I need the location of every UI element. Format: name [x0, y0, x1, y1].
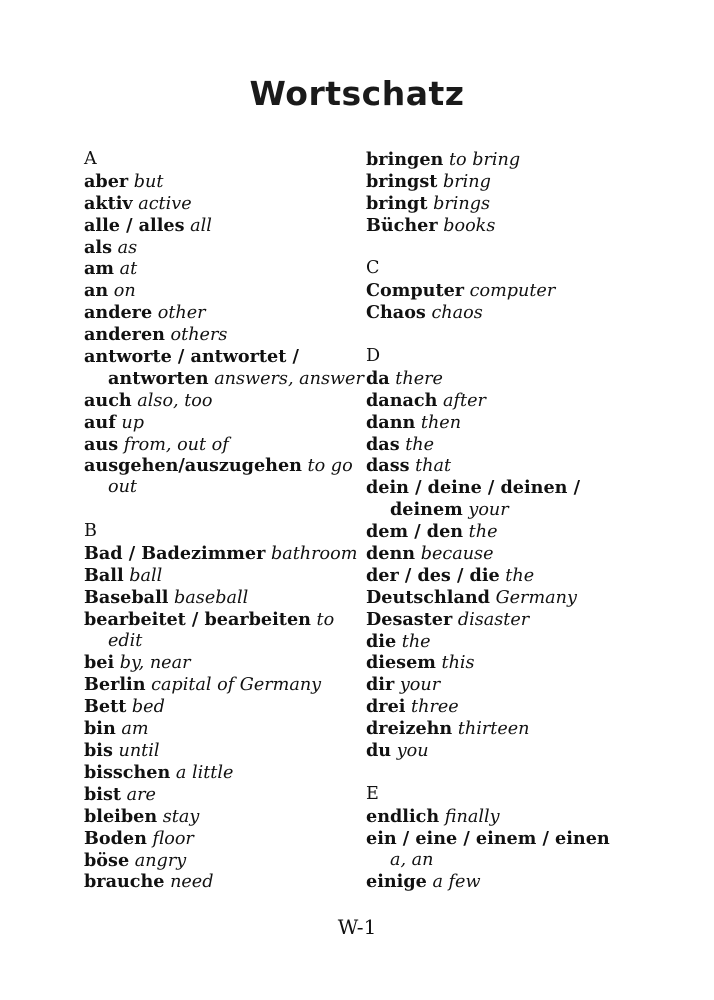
headword: an [84, 280, 109, 302]
section-gap [366, 762, 636, 784]
headword: deinem [390, 499, 463, 521]
headword: bin [84, 718, 116, 740]
headword: einige [366, 871, 427, 893]
headword: das [366, 433, 400, 455]
translation: books [443, 215, 496, 236]
translation: thirteen [457, 719, 530, 740]
translation: to go [307, 456, 353, 477]
glossary-entry [84, 193, 354, 215]
translation: at [119, 259, 138, 280]
headword: andere [84, 302, 153, 324]
translation: a little [175, 762, 234, 783]
glossary-entry [84, 412, 354, 434]
glossary-entry [84, 455, 354, 477]
glossary-entry-continuation [84, 367, 364, 390]
glossary-entry [84, 543, 358, 565]
glossary-entry [366, 455, 636, 477]
section-gap [84, 499, 354, 521]
headword: bleiben [84, 805, 158, 827]
glossary-entry [366, 631, 636, 653]
headword: Bad / Badezimmer [84, 543, 266, 565]
headword: antworten [108, 367, 209, 389]
translation: up [121, 412, 144, 433]
translation: computer [469, 281, 556, 302]
headword: alle / alles [84, 214, 185, 236]
glossary-entry [84, 171, 354, 193]
headword: Computer [366, 280, 465, 302]
translation: all [190, 215, 212, 236]
translation: your [468, 500, 509, 521]
translation: active [138, 193, 192, 214]
translation: other [157, 303, 206, 324]
headword: bisschen [84, 761, 171, 783]
headword: bis [84, 740, 113, 762]
glossary-entry [366, 609, 636, 631]
translation: the [468, 522, 498, 543]
glossary-entry [84, 565, 354, 587]
glossary-entry [366, 696, 636, 718]
headword: böse [84, 849, 130, 871]
headword: Boden [84, 827, 147, 849]
glossary-entry [366, 565, 636, 587]
headword: aber [84, 170, 129, 192]
glossary-entry [366, 215, 636, 237]
glossary-entry [366, 871, 636, 893]
headword: als [84, 236, 112, 258]
glossary-entry [366, 674, 636, 696]
headword: denn [366, 543, 416, 565]
glossary-entry-continuation [366, 499, 636, 521]
headword: drei [366, 696, 406, 718]
translation: disaster [457, 609, 530, 630]
headword: diesem [366, 652, 436, 674]
headword: endlich [366, 805, 440, 827]
glossary-entry [84, 696, 354, 718]
glossary-entry [366, 368, 636, 390]
headword: brauche [84, 871, 165, 893]
glossary-entry [366, 193, 636, 215]
section-letter: E [366, 783, 379, 804]
translation: need [170, 872, 214, 893]
translation: your [399, 675, 441, 696]
translation: answers, answer [214, 368, 364, 389]
translation: finally [444, 806, 500, 827]
translation: but [133, 171, 164, 192]
glossary-entry [366, 806, 636, 828]
translation: bed [131, 697, 165, 718]
glossary-entry [84, 674, 354, 696]
translation: stay [162, 806, 200, 827]
section-letter: C [366, 258, 380, 279]
headword: bringt [366, 192, 428, 214]
headword: auch [84, 389, 132, 411]
translation: the [505, 565, 535, 586]
glossary-entry [366, 149, 636, 171]
headword: da [366, 367, 390, 389]
headword: aus [84, 433, 119, 455]
headword: bringen [366, 149, 444, 170]
headword: bringst [366, 170, 438, 192]
translation: from, out of [123, 434, 229, 455]
glossary-entry [84, 587, 354, 609]
glossary-entry-continuation [84, 631, 354, 653]
translation: bathroom [270, 544, 358, 565]
headword: dann [366, 411, 416, 433]
headword: ein / eine / einem / einen [366, 827, 610, 849]
glossary-entry [366, 740, 636, 762]
translation: to [316, 609, 335, 630]
translation: then [420, 412, 462, 433]
section-gap [366, 324, 636, 346]
headword: Ball [84, 564, 124, 586]
glossary-entry [84, 850, 354, 872]
glossary-entry [84, 740, 354, 762]
section-letter: B [84, 521, 97, 542]
glossary-entry [366, 543, 636, 565]
headword: aktiv [84, 192, 133, 214]
glossary-entry [84, 346, 354, 368]
translation: this [441, 653, 475, 674]
headword: der / des / die [366, 564, 500, 586]
translation: bring [442, 171, 491, 192]
headword: auf [84, 411, 116, 433]
translation: baseball [174, 587, 249, 608]
translation: after [443, 390, 486, 411]
headword: dem / den [366, 521, 464, 543]
glossary-entry [366, 587, 636, 609]
translation: capital of Germany [151, 675, 322, 696]
translation: because [420, 544, 494, 565]
translation: edit [108, 630, 143, 651]
page-number: W-1 [337, 915, 377, 939]
translation: you [396, 741, 429, 762]
section-gap [366, 237, 636, 259]
translation: that [415, 456, 452, 477]
glossary-entry [366, 828, 636, 850]
headword: antworte / antwortet / [84, 346, 299, 368]
translation: a, an [390, 849, 434, 870]
glossary-entry [366, 280, 636, 302]
headword: Chaos [366, 302, 426, 324]
glossary-entry [366, 171, 636, 193]
translation: a few [432, 872, 481, 893]
glossary-entry [84, 784, 354, 806]
headword: Berlin [84, 674, 146, 696]
translation: out [108, 477, 137, 498]
glossary-entry [366, 434, 636, 456]
glossary-entry [84, 762, 354, 784]
headword: die [366, 630, 397, 652]
translation: to bring [448, 150, 521, 170]
glossary-entry [84, 215, 354, 237]
headword: dreizehn [366, 718, 453, 740]
glossary-entry [366, 412, 636, 434]
glossary-entry [84, 806, 354, 828]
glossary-entry [366, 652, 636, 674]
headword: ausgehen/auszugehen [84, 455, 302, 477]
headword: Bücher [366, 214, 438, 236]
glossary-entry [366, 718, 636, 740]
translation: am [121, 719, 149, 740]
translation: by, near [119, 653, 191, 674]
translation: brings [433, 193, 491, 214]
left-column [84, 149, 364, 893]
headword: Deutschland [366, 586, 490, 608]
headword: bearbeitet / bearbeiten [84, 608, 311, 630]
glossary-entry [84, 280, 354, 302]
glossary-entry [366, 521, 636, 543]
headword: du [366, 740, 392, 762]
glossary-entry [84, 434, 354, 456]
translation: also, too [137, 390, 213, 411]
headword: dein / deine / deinen / [366, 477, 580, 499]
translation: the [405, 434, 435, 455]
glossary-entry [84, 718, 354, 740]
headword: danach [366, 389, 438, 411]
translation: there [395, 368, 443, 389]
glossary-entry [366, 390, 636, 412]
translation: the [401, 631, 431, 652]
glossary-entry [366, 302, 636, 324]
page-title: Wortschatz [249, 74, 465, 113]
translation: ball [129, 565, 163, 586]
glossary-entry [84, 302, 354, 324]
glossary-entry [84, 871, 354, 893]
glossary-entry [84, 609, 354, 631]
translation: floor [152, 828, 194, 849]
section-letter: A [84, 149, 97, 169]
headword: bei [84, 652, 115, 674]
headword: Baseball [84, 586, 169, 608]
translation: until [118, 741, 160, 762]
glossary-entry [84, 237, 354, 259]
glossary-entry [84, 324, 354, 346]
translation: as [117, 237, 138, 258]
glossary-entry-continuation [366, 850, 636, 872]
translation: chaos [431, 303, 483, 324]
translation: others [170, 325, 228, 346]
headword: dir [366, 674, 395, 696]
translation: angry [134, 850, 187, 871]
glossary-entry-continuation [84, 477, 354, 499]
glossary-entry [366, 477, 636, 499]
headword: bist [84, 783, 122, 805]
glossary-entry [84, 390, 354, 412]
glossary-entry [84, 258, 354, 280]
section-letter: D [366, 346, 381, 367]
headword: am [84, 258, 115, 280]
headword: anderen [84, 324, 165, 346]
translation: on [113, 281, 136, 302]
glossary-entry [84, 652, 354, 674]
headword: Bett [84, 696, 127, 718]
translation: three [411, 697, 459, 718]
headword: Desaster [366, 608, 453, 630]
translation: Germany [495, 587, 577, 608]
right-column [366, 149, 636, 893]
translation: are [126, 784, 156, 805]
headword: dass [366, 455, 410, 477]
glossary-entry [84, 828, 354, 850]
